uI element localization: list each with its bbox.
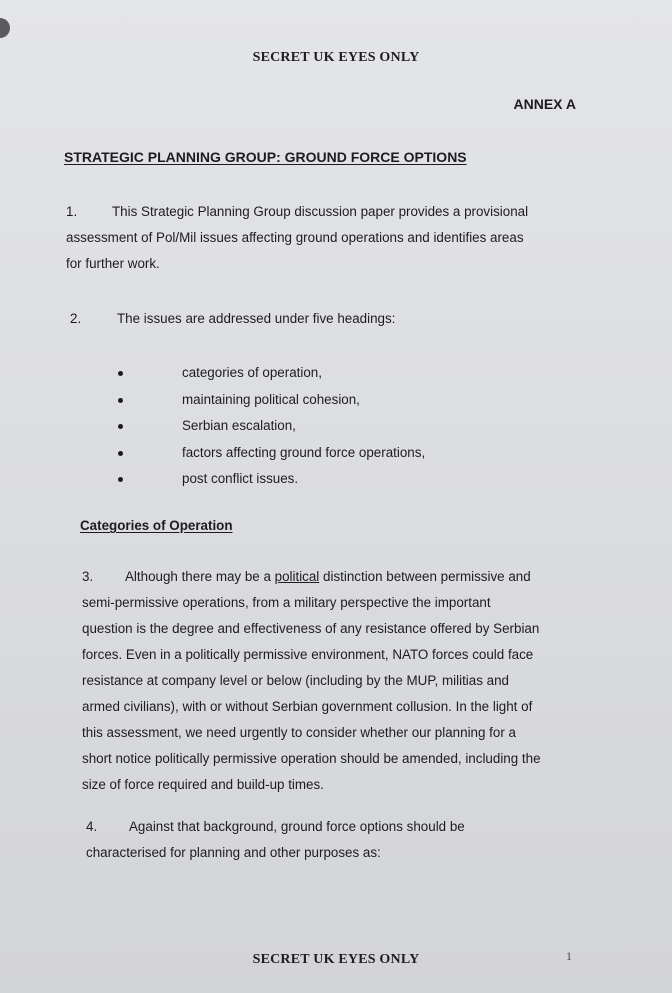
paragraph-4-number: 4. bbox=[86, 819, 98, 834]
footer-classification: SECRET UK EYES ONLY bbox=[252, 952, 420, 967]
header-classification: SECRET UK EYES ONLY bbox=[252, 50, 420, 65]
document-page: SECRET UK EYES ONLY ANNEX A STRATEGIC PLANNING GROUP: GROUND FORCE OPTIONS 1. This Strategic Planning Group discussion paper provides a provisional assessment of Pol/Mil issues affecting ground operations and identifies areas for further work. 2. The issues are addressed under five headings: categories of operation, maintaining political cohesion, Serbian escalation, factors affecting ground force operations, post conflict issues. Categories of Operation 3. Although there may be a political distinction between permissive and semi-permissive operations, from a military perspective the important question is the degree and effectiveness of any resistance offered by Serbian forces. Even in a politically permissive environment, NATO forces could face resistance at company level or below (including by the MUP, militias and armed civilians), with or without Serbian government collusion. In the light of this assessment, we need urgently to consider whether our planning for a short notice politically permissive operation should be amended, including the size of force required and build-up times. 4. Against that background, ground force options should be characterised for planning and other purposes as: SECRET UK EYES ONLY 1 bbox=[0, 0, 672, 993]
paragraph-3: 3. Although there may be a political distinction between permissive and semi-permissive operations, from a military perspective the important question is the degree and effectiveness of any resistance offered by Serbian forces. Even in a politically permissive environment, NATO forces could face resistance at company level or below (including by the MUP, militias and armed civilians), with or without Serbian government collusion. In the light of this assessment, we need urgently to consider whether our planning for a short notice politically permissive operation should be amended, including the size of force required and build-up times. bbox=[82, 564, 612, 798]
section-heading: Categories of Operation bbox=[80, 518, 233, 533]
paragraph-2-number: 2. bbox=[70, 311, 82, 326]
paragraph-3-number: 3. bbox=[82, 569, 94, 584]
bullet-icon bbox=[118, 398, 123, 403]
paragraph-3-line: forces. Even in a politically permissive environment, NATO forces could face bbox=[82, 647, 534, 662]
document-title: STRATEGIC PLANNING GROUP: GROUND FORCE OPTIONS bbox=[64, 149, 467, 165]
punch-hole bbox=[0, 18, 10, 38]
paragraph-3-line: armed civilians), with or without Serbian government collusion. In the light of bbox=[82, 699, 533, 714]
underlined-word: political bbox=[274, 569, 320, 584]
paragraph-4: 4. Against that background, ground force options should be characterised for planning and other purposes as: bbox=[86, 814, 606, 866]
paragraph-1-line: This Strategic Planning Group discussion paper provides a provisional bbox=[112, 204, 529, 219]
paragraph-3-line: this assessment, we need urgently to consider whether our planning for a bbox=[82, 725, 516, 740]
paragraph-2 bbox=[70, 306, 590, 332]
paragraph-3-line: short notice politically permissive operation should be amended, including the bbox=[82, 751, 541, 766]
paragraph-3-line: semi-permissive operations, from a military perspective the important bbox=[82, 595, 491, 610]
page-number: 1 bbox=[566, 949, 572, 963]
paragraph-2-text: The issues are addressed under five headings: bbox=[117, 311, 396, 326]
annex-label: ANNEX A bbox=[513, 96, 576, 112]
bullet-icon bbox=[118, 424, 123, 429]
bullet-icon bbox=[118, 371, 123, 376]
paragraph-3-line: resistance at company level or below (including by the MUP, militias and bbox=[82, 673, 509, 688]
paragraph-1-number: 1. bbox=[66, 204, 78, 219]
paragraph-3-line: question is the degree and effectiveness of any resistance offered by Serbian bbox=[82, 621, 540, 636]
paragraph-1-line: for further work. bbox=[66, 256, 160, 271]
bullet-icon bbox=[118, 477, 123, 482]
paragraph-1 bbox=[66, 199, 606, 277]
paragraph-3-line: size of force required and build-up times. bbox=[82, 777, 324, 792]
paragraph-4-line: characterised for planning and other purposes as: bbox=[86, 845, 381, 860]
paragraph-1-line: assessment of Pol/Mil issues affecting ground operations and identifies areas bbox=[66, 230, 524, 245]
bullet-icon bbox=[118, 451, 123, 456]
